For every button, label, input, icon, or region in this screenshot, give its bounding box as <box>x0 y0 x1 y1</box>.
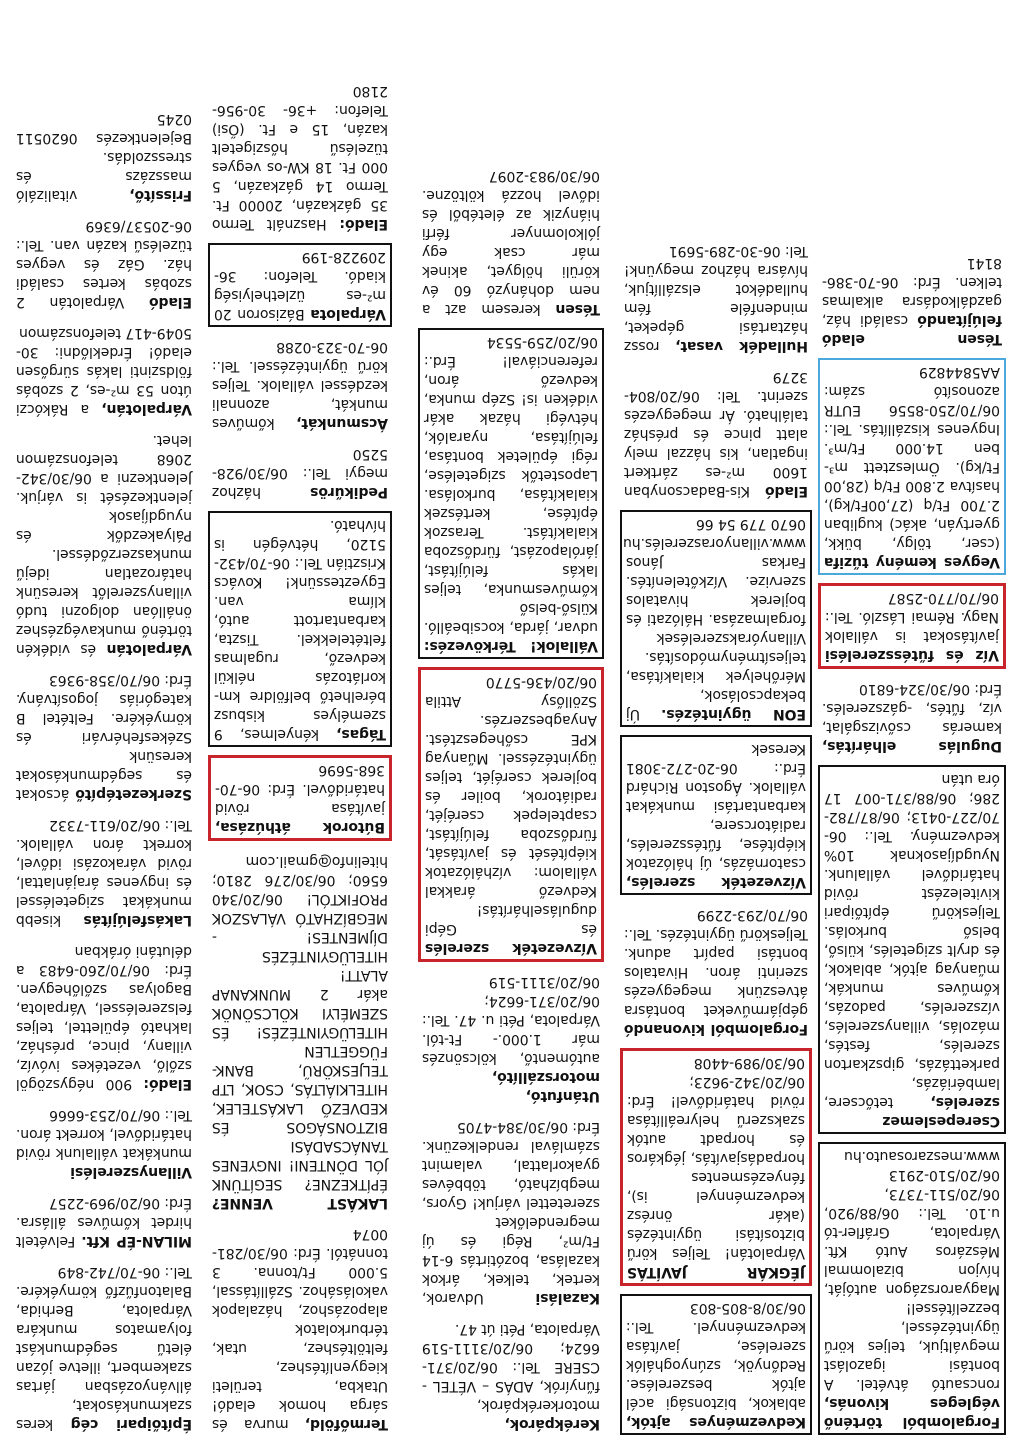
ad-body: és vidékén történő munkavégzéshez önállóan dolgozni tudó villanyszerelőt keresünk határozatlan idejű munkaszerződéssel. Pályakezdők és nyugdíjasok jelentkezését is várjuk. Jelentkezni a 06/30/342-2068 telefonszámon lehet. <box>16 432 192 657</box>
ad-headline: Kedvezményes ajtók, <box>626 1414 806 1430</box>
classified-ad <box>208 1222 392 1435</box>
ad-body: 900 négyszögöl szőlő, vezetékes ivóvíz, villany, pince, présház, lakható épülettel, teljes felszereléssel, Várpalota, Bagolyas szőlőhegyen. Érd: 06/70/260-6483 a délutáni órákban <box>16 943 192 1092</box>
ad-body: keresem azt a nem dohányzó 60 év körüli hölgyet, akinek már csak egy jólkolomnyer férfi hiányzik az életéből és idővel hozzá költözne. 06/30/983-2097 <box>422 168 600 317</box>
classified-ad <box>208 442 392 503</box>
ad-body: kőműves munkát, azonnali kezdéssel vállalok. Teljes körű ügyintézéssel. Tel.: 06-70-323-0288 <box>212 339 388 431</box>
ad-body: Használt Termo 35 gázkazán, 20000 Ft. Termo 14 gázkazán, 5 000 Ft. 18 KW-os vegyes tüzelésű hőszigetelt kazán, 15 e Ft. (Ősi) Telefon: +36- 30-956-2180 <box>212 83 388 232</box>
ad-body: kényelmes, 9 személyes kisbusz bérelhető belföldre km-korlátozás nélkül kedvező, rugalmas feltételekkel. Tiszta, karbantartott autó, klíma van. Egyeztessünk! Kovács Krisztián Tel.: 06-70/432-5120, hétvégén is hívható. <box>214 517 386 742</box>
ad-headline: Várpalotán, <box>101 401 192 417</box>
classified-ad <box>12 939 196 1095</box>
classified-ad <box>418 164 604 320</box>
classified-ad <box>12 321 196 420</box>
classified-ad <box>418 667 604 962</box>
ad-headline: Eladó <box>149 294 192 310</box>
ad-body: kisebb munkákat szigeteléssel és ingyenes árajánlattal, rövid várakozási idővel, korrekt áron vállalok. Tel.: 06/20/611-7332 <box>16 817 192 928</box>
ad-headline: Forgalomból kivonandó <box>624 1021 808 1037</box>
ad-body: rossz háztartási gépeket, mindenféle fém hulladékot elszállítjuk, hívásra házhoz megyünk! Tel: 06-30-289-5691 <box>624 243 808 354</box>
ads-column-1 <box>12 107 196 1435</box>
ad-body: roncsautó átvétel. A bontási igazolást megváltjuk, teljes körű ügyintézéssel, bezzelítéssel! Magyarországon autóját, hívjon bizalommal Mészáros Autó Kft. Várpalota, Gráfler-tó u.10. Tel.: 06/88/920, 06/20/511-7373, 06/20/510-2913 www.meszarosauto.hu <box>824 1148 1000 1392</box>
ad-body: javítása rövid határidővel. Érd: 06-70-368-5696 <box>215 762 385 816</box>
ad-body: családi ház, gazdálkodásra alkalmas telken. Érd: 06-70-386-8141 <box>822 255 1002 328</box>
ad-body: vitalizáló masszázs és stresszoldás. Bejelentkezés 0620511 0245 <box>16 111 192 203</box>
ad-headline: Hulladék vasat, <box>675 338 808 354</box>
classified-ad <box>620 365 812 502</box>
classified-ad <box>818 1142 1006 1435</box>
ad-body: motorkerékpárok, fűnyírók, ADÁS – VÉTEL - CSERE Tel.: 06/20/371-6624; 06/20/3111-519 Várpalota, Péti út 47. <box>422 1321 600 1413</box>
ad-body: a Rákóczi úton 53 m²-es, 2 szobás földszinti lakás sürgősen eladó! Érdeklődni: 30-5049-417 telefonszámon <box>16 325 192 417</box>
classified-ad <box>620 903 812 1040</box>
ad-headline: Várpalotán <box>106 641 192 657</box>
ad-body: keres szakmunkásokat, állványozásban jártas szakembert, illetve józan életű segédmunkást folyamatos munkára Várpalota, Berhida, Balatonfűzfő környékére. Tel.: 06-70/742-849 <box>16 1264 192 1432</box>
classified-ad <box>208 243 392 327</box>
ad-headline: Dugulás elhárítás, <box>822 738 1002 754</box>
ad-headline: Eladó <box>765 483 808 499</box>
ad-headline: Vízvezeték szerelés <box>425 940 597 956</box>
ad-headline: EON ügyintézés. <box>661 706 806 722</box>
classified-ad <box>418 1115 604 1309</box>
ad-headline: Kerékpárok, <box>504 1416 600 1432</box>
classified-ad <box>12 214 196 313</box>
classified-ad <box>12 428 196 660</box>
classified-ad <box>12 1191 196 1252</box>
classified-ad <box>818 251 1006 350</box>
classified-ad <box>418 970 604 1107</box>
ad-body: munkákat vállalunk rövid határidővel, korrekt áron. Tel.: 06/70/253-6666 <box>16 1107 192 1161</box>
ad-headline: Forgalomból történő végleges kivonás, <box>824 1395 1000 1430</box>
ads-column-4 <box>620 239 812 1435</box>
ad-headline: Tésen <box>555 301 600 317</box>
ad-body: murva és sárga homok eladó! Utakba, területi kiegyenlítéshez, feltöltéshez, utak, térburkolatok alapozáshoz, házalapok vakolásához. Szállítással, 5.000 Ft/tonna. 3 tonnától. Érd: 06/30/281-0074 <box>212 1226 388 1432</box>
ad-body: Kis-Badacsonyban 1600 m²-es zártkert ingatlan, kis házzal mely alatt pince és présház található. Ár megegyezés szerint. Tel: 06/20/804-3279 <box>624 369 808 499</box>
classified-ad <box>208 511 392 747</box>
classified-ad <box>418 1317 604 1435</box>
ads-column-5 <box>818 251 1006 1435</box>
ad-body: tetőcsere, lambériázás, parkettázás, gipszkarton szerelés, festés, mázolás, villanyszerelés, vízszerelés, padozás, kőműves munkák, műanyag ajtók, ablakok, és drylt szigetelés, külső, belső burkolás. Teljeskörű építőipari kivitelezést rövid határidővel vállalunk. Nyugdíjasoknak 10% kedvezmény. Tel.: 06-70/227-0413; 06/87/782-286; 06/88/371-007 17 óra után <box>824 771 1000 1110</box>
ad-headline: Utánfutó, motorszállító, <box>492 1069 600 1104</box>
ad-headline: Vállalok! Térkövezés: <box>424 638 598 654</box>
ad-headline: Tágas, <box>336 726 386 742</box>
ad-headline: Vegyes kemény tűzifa <box>824 554 1000 570</box>
ad-body: házhoz megyi Tel.: 06/30/928-5250 <box>212 446 388 500</box>
ad-headline: Kazalási <box>535 1290 600 1306</box>
ad-body: Felvételt hirdet kőműves állásra. Érd: 06/20/969-2257 <box>16 1195 192 1249</box>
ad-body: Várpalotán 2 szobás kertes családi ház. Gáz és vegyes tüzelésű kazán van. Tel.: 06-20537/6369 <box>16 218 192 310</box>
ad-headline: JÉGKÁR JAVÍTÁS <box>627 1264 805 1280</box>
classified-ad <box>620 239 812 357</box>
ad-body: gépjárműveket bontásra átveszünk megegyezés szerinti áron. Hivatalos bontási papírt adunk. Teljeskörű ügyintézés. Tel.: 06/70/293-2299 <box>624 907 808 1018</box>
ad-headline: Frissítő, <box>129 187 192 203</box>
ad-body: autómentő, kölcsönzés már 1.000.- Ft-tól. Várpalota, Péti u. 47. Tel.: 06/20/371-6624; 06/20/3111-519 <box>422 974 600 1066</box>
classified-ad <box>620 735 812 895</box>
ad-body: ablakok, biztonsági acél ajtók beszerelése. Redőnyök, szúnyoghálók szerelése, javítása kedvezménnyel. Tel.: 06/30/8-805-803 <box>626 1300 806 1411</box>
ad-headline: Lakásfelújítás <box>83 912 192 928</box>
ad-body: ácsokat és segédmunkásokat keresünk Székesfehérvári és környékére. Feltétel B kategóriás jogosítvány. Érd: 06/70/358-9363 <box>16 672 192 802</box>
ad-body: kamerás csővizsgálat, víz, fűtés, -gázszerelés. Érd: 06/30/324-6810 <box>822 681 1002 735</box>
ad-headline: LAKÁST VENNE? <box>212 1195 388 1211</box>
ad-headline: Vízvezeték szerelés, <box>626 874 806 890</box>
classified-ad <box>208 335 392 434</box>
ad-headline: Szerkezetépítő <box>75 786 192 802</box>
ad-headline: Termőföld, <box>304 1416 388 1432</box>
classified-ad <box>818 583 1006 669</box>
classified-ad <box>208 755 392 841</box>
ad-headline: Eladó: <box>339 216 388 232</box>
ad-headline: Cserepeslemez szerelés, <box>882 1094 1000 1129</box>
ad-body: (cser, tölgy, bükk, gyertyán, akác) kugliban 2.700 Ft/q (27,00Ft/kg), hasítva 2.800 Ft/q (28,00 Ft/kg). Ömlesztett m³-ben 14.000 Ft/m³. Ingyenes kiszállítás. Tel.: 06/70/250-8556 EUTR azonosító szám: AA5844829 <box>824 364 1000 551</box>
ad-body: Udvarok, kertek, telkek, árkok kazalása, bozótirtás 6-14 Ft/m², Régi és új megrendelőket szeretettel várjuk! Gyors, megbízható, többéves gyakorlattal, valamint számlával rendelkezünk. Érd: 06/30/384-4705 <box>422 1119 600 1306</box>
ad-headline: Tésen eladó felújítandó <box>822 312 1002 347</box>
ad-body: ÉPÍTKEZNE? SEGÍTÜNK JÓL DÖNTENI! INGYENES TANÁCSADÁSI BIZTONSÁGOS ÉS KEDVEZŐ LAKÁSTELEK, HITELKIÁLTÁS, CSOK, LTP TELJESKÖRŰ, BANK-FÜGGETLEN HITELÜGYINTÉZÉS! ÉS SZEMÉLYI KÖLCSÖNÖK akár 2 MUNKANAP ALATT! HITELÜGYINTÉZÉS DÍJMENTES! - MEGBÍZHATÓ VÁLASZOK PROFIKTÓL! 06/20/340 6560; 06/30/276 2810; hitelinfo@gmail.com <box>212 853 388 1192</box>
ad-headline: MILAN-ÉP Kft. <box>81 1233 192 1249</box>
ad-headline: Víz és fűtésszerelési <box>825 647 999 663</box>
classified-ad <box>620 1294 812 1435</box>
ad-body: Bázisoron 20 m²-es üzlethelyiség kiadó. Telefon: 36-209228-199 <box>214 249 386 322</box>
classified-ad <box>12 1103 196 1183</box>
classified-ad <box>818 677 1006 757</box>
ad-headline: Eladó: <box>143 1076 192 1092</box>
classified-ad <box>418 328 604 659</box>
ad-body: Várpalotán! Teljes körű biztosítási ügyintézés (akár önrész kedvezménnyel is), fényezésmentes horpadásjavítás, jégkáros és horpadt autók szakszerű helyreállítása rövid határidővel! Érd: 06/20/342-9623; 06/30/989-4408 <box>627 1055 805 1261</box>
ad-headline: Bútorok áthúzása, <box>215 819 385 835</box>
ad-body: csatornázás, új hálózatok kiépítése, fűtésszerelés, radiátorcsere, karbantartási munkákat vállalok. Ágoston Richárd Érd.: 06-20-272-3081 Keresek <box>626 741 806 871</box>
classified-ad <box>12 1260 196 1435</box>
classified-ad <box>12 813 196 931</box>
ad-headline: Villanyszerelési <box>70 1164 192 1180</box>
ad-body: javításokat is vállalok Nagy. Rémai László. Tel.: 06/70/770-2587 <box>825 590 999 644</box>
ads-column-3 <box>418 164 604 1435</box>
ad-body: udvar, járda, kocsibeálló. Külső-belső kőművesmunka, teljes lakás felújítást, járólapozást, fürdőszoba kialakítást. Teraszok építése, kertészek kialakítása, burkolása. Lapostetők szigetelése, régi épületek bontása, felújítása, nyaralók, hétvégi házak akár vidéken is! Szép munka, kedvező áron, referenciával! Érd.: 06/20/259-5534 <box>424 334 598 635</box>
classified-ad <box>12 107 196 206</box>
ad-body: Új bekapcsolások, Mérőhelyek kialakítása, teljesítménymódosítás. Villanyórakszerelések forgalmazása. Hálózati és bojlerek hivatalos szervize. Vízkőtelenítés. Farkas János www.villanyoraszerelés.hu 0670 779 54 66 <box>623 516 806 722</box>
classified-ad <box>208 79 392 235</box>
ad-headline: Építőipari cég <box>70 1416 192 1432</box>
classified-ad <box>818 358 1006 575</box>
classified-ad <box>818 765 1006 1134</box>
ads-column-2 <box>208 79 392 1435</box>
classified-ad <box>620 1048 812 1286</box>
classified-ad <box>208 849 392 1214</box>
classified-ad <box>12 668 196 805</box>
ad-body: és Gépi duguláselhárítás! Kedvező árakkal vállalom: vízhálózatok kiépítését és javítását, fürdőszoba felújítást, csaptelepek cseréjét, radiátorok, boiler és bojlerek cseréjét, teljes ügyintézéssel. Műanyag KPE csőhegesztést. Anyagbeszerzés. Szöllősy Attila 06/20/436-5770 <box>425 674 597 937</box>
classified-ad <box>620 510 812 727</box>
ad-headline: Pedikűrös <box>310 484 388 500</box>
ad-headline: Várpalota <box>310 306 386 322</box>
ad-headline: Ácsmunkát, <box>296 415 388 431</box>
